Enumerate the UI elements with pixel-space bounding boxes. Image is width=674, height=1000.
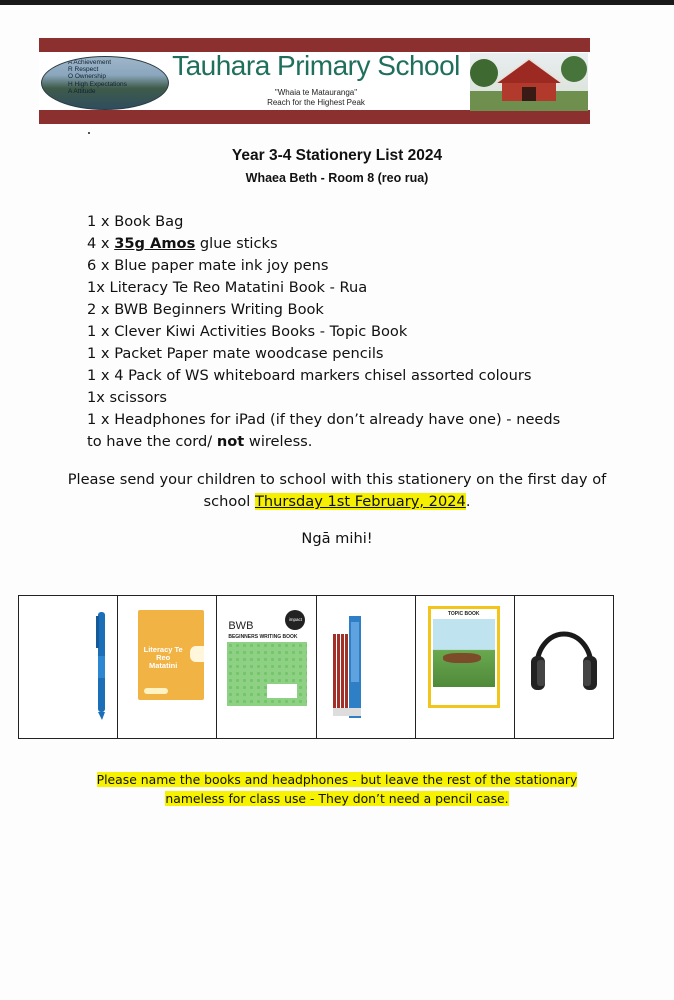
value-attitude: A Attitude <box>68 87 96 95</box>
list-item <box>87 233 607 255</box>
message-pre: school <box>203 493 255 510</box>
banner-bottom-stripe <box>39 110 590 124</box>
literacy-book-label: Literacy Te Reo Matatini <box>143 645 183 670</box>
school-values-logo <box>41 56 169 110</box>
marae-photo-icon <box>470 53 588 111</box>
school-motto <box>171 88 461 108</box>
stationery-list <box>87 211 607 452</box>
list-item: 1x Literacy Te Reo Matatini Book - Rua <box>87 278 368 296</box>
list-item: 1 x Book Bag <box>87 213 184 230</box>
item-rest: glue sticks <box>195 234 278 252</box>
list-item: 1 x Clever Kiwi Activities Books - Topic Book <box>87 322 408 340</box>
bwb-title: BWB <box>228 620 254 632</box>
closing-thanks: Ngā mihi! <box>301 530 373 547</box>
highlighted-date: Thursday 1st February, 2024 <box>254 493 466 510</box>
speck <box>88 132 90 134</box>
item-qty: 4 x <box>87 234 115 252</box>
list-item: 2 x BWB Beginners Writing Book <box>87 300 324 318</box>
stationery-pictures-table <box>18 595 614 739</box>
page-subtitle: Whaea Beth - Room 8 (reo rua) <box>245 171 429 185</box>
bwb-brand-badge: impact <box>285 610 305 630</box>
list-item: 1 x 4 Pack of WS whiteboard markers chisel assorted colours <box>87 366 532 384</box>
note-line: Please name the books and headphones - but leave the rest of the stationary <box>96 772 578 787</box>
school-values-list <box>68 59 127 95</box>
message-post: . <box>465 493 471 510</box>
naming-note <box>0 770 674 808</box>
item-pre: to have the cord/ <box>87 432 217 450</box>
motto-maori: "Whaia te Matauranga" <box>274 88 358 97</box>
value-high-expectations: H High Expectations <box>68 80 127 88</box>
item-emphasis: not <box>216 432 245 450</box>
bwb-subtitle: BEGINNERS WRITING BOOK <box>228 634 298 640</box>
picture-cell <box>515 596 613 738</box>
message-line: Please send your children to school with this stationery on the first day of <box>67 471 607 488</box>
top-edge-bar <box>0 0 674 5</box>
list-item: 1 x Headphones for iPad (if they don’t already have one) - needs <box>87 410 561 428</box>
first-day-message <box>30 469 644 513</box>
picture-cell <box>416 596 515 738</box>
item-brand: 35g Amos <box>114 234 196 252</box>
value-ownership: O Ownership <box>68 73 106 81</box>
note-line: nameless for class use - They don’t need a pencil case. <box>165 791 509 806</box>
literacy-book-icon <box>138 610 204 700</box>
pencils-icon <box>317 596 415 738</box>
list-item: 1 x Packet Paper mate woodcase pencils <box>87 344 384 362</box>
list-item: 6 x Blue paper mate ink joy pens <box>87 256 329 274</box>
pen-icon <box>19 596 117 738</box>
value-achievement: A Achievement <box>68 59 111 66</box>
picture-cell <box>118 596 217 738</box>
item-post: wireless. <box>244 432 313 450</box>
topic-book-icon <box>428 606 500 708</box>
list-item <box>87 431 607 453</box>
picture-cell <box>19 596 118 738</box>
school-name: Tauhara Primary School <box>172 50 460 81</box>
value-respect: R Respect <box>68 66 99 74</box>
list-item: 1x scissors <box>87 388 167 406</box>
message-line <box>30 491 644 513</box>
topic-book-label: TOPIC BOOK <box>447 611 480 617</box>
page-title: Year 3-4 Stationery List 2024 <box>231 147 443 164</box>
school-banner <box>39 38 590 124</box>
picture-cell <box>317 596 416 738</box>
headphones-icon <box>515 596 613 738</box>
picture-cell <box>217 596 316 738</box>
writing-book-icon <box>225 608 309 708</box>
motto-english: Reach for the Highest Peak <box>267 98 365 107</box>
